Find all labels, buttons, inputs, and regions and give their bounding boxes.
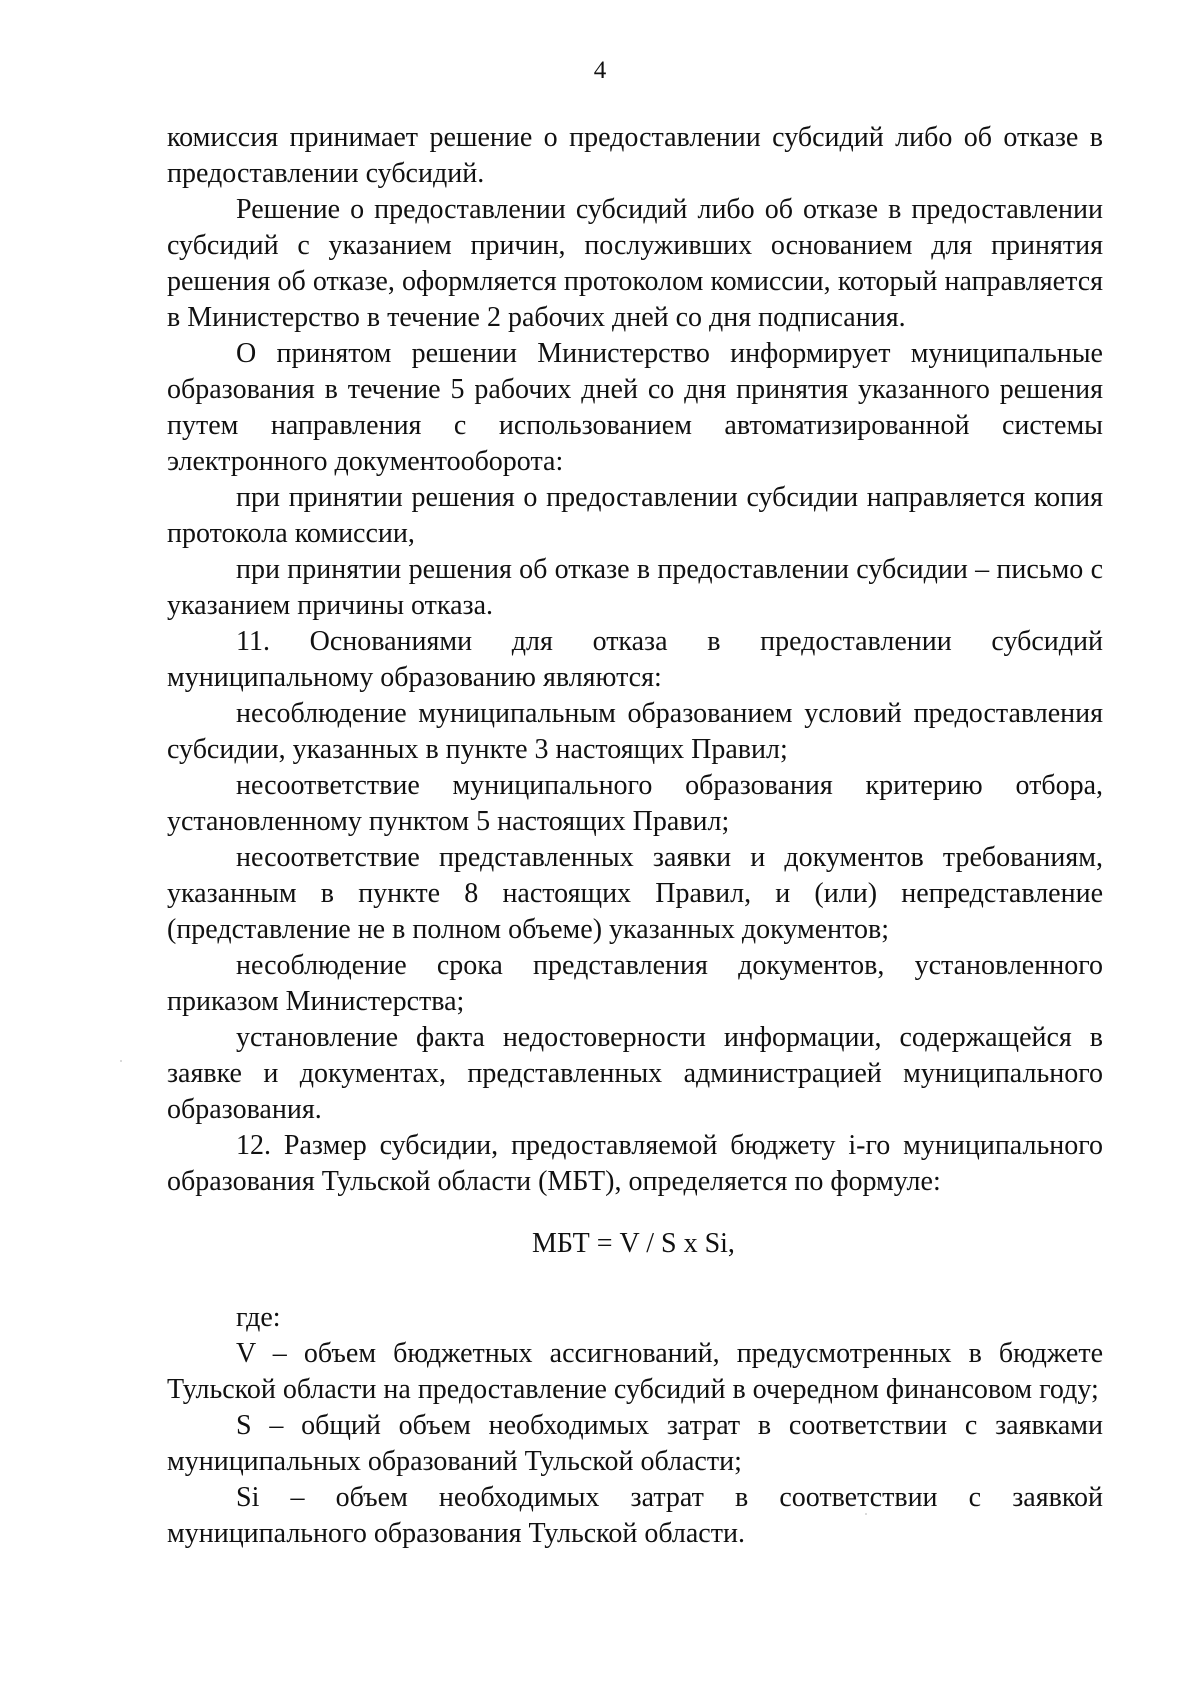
page-number: 4	[593, 57, 607, 84]
paragraph-9: несоответствие представленных заявки и документов требованиям, указанным в пункте 8 настоящих Правил, и (или) непредставление (представление не в полном объеме) указанных документов;	[167, 842, 1103, 945]
paragraph-12: 12. Размер субсидии, предоставляемой бюджету i-го муниципального образования Тульской области (МБТ), определяется по формуле:	[167, 1130, 1103, 1197]
paragraph-2: Решение о предоставлении субсидий либо об отказе в предоставлении субсидий с указанием причин, послуживших основанием для принятия решения об отказе, оформляется протоколом комиссии, который направляется в Министерство в течение 2 рабочих дней со дня подписания.	[167, 194, 1103, 333]
scan-speck	[120, 1060, 122, 1062]
paragraph-4: при принятии решения о предоставлении субсидии направляется копия протокола комиссии,	[167, 482, 1103, 549]
definition-s: S – общий объем необходимых затрат в соответствии с заявками муниципальных образований Тульской области;	[167, 1410, 1103, 1477]
where-label: где:	[236, 1302, 281, 1333]
formula-spacer	[167, 1262, 1103, 1300]
definition-v: V – объем бюджетных ассигнований, предусмотренных в бюджете Тульской области на предоставление субсидий в очередном финансовом году;	[167, 1338, 1103, 1405]
paragraph-8: несоответствие муниципального образования критерию отбора, установленному пунктом 5 настоящих Правил;	[167, 770, 1103, 837]
paragraph-1: комиссия принимает решение о предоставлении субсидий либо об отказе в предоставлении субсидий.	[167, 122, 1103, 189]
definition-si: Si – объем необходимых затрат в соответствии с заявкой муниципального образования Тульской области.	[167, 1482, 1103, 1549]
paragraph-10: несоблюдение срока представления документов, установленного приказом Министерства;	[167, 950, 1103, 1017]
paragraph-5: при принятии решения об отказе в предоставлении субсидии – письмо с указанием причины отказа.	[167, 554, 1103, 621]
formula: МБТ = V / S x Si,	[532, 1228, 735, 1259]
paragraph-11: установление факта недостоверности информации, содержащейся в заявке и документах, представленных администрацией муниципального образования.	[167, 1022, 1103, 1125]
document-body	[167, 120, 1103, 1552]
paragraph-7: несоблюдение муниципальным образованием условий предоставления субсидии, указанных в пункте 3 настоящих Правил;	[167, 698, 1103, 765]
paragraph-3: О принятом решении Министерство информирует муниципальные образования в течение 5 рабочих дней со дня принятия указанного решения путем направления с использованием автоматизированной системы электронного документооборота:	[167, 338, 1103, 477]
paragraph-6: 11. Основаниями для отказа в предоставлении субсидий муниципальному образованию являются:	[167, 626, 1103, 693]
scan-speck	[865, 1513, 867, 1515]
